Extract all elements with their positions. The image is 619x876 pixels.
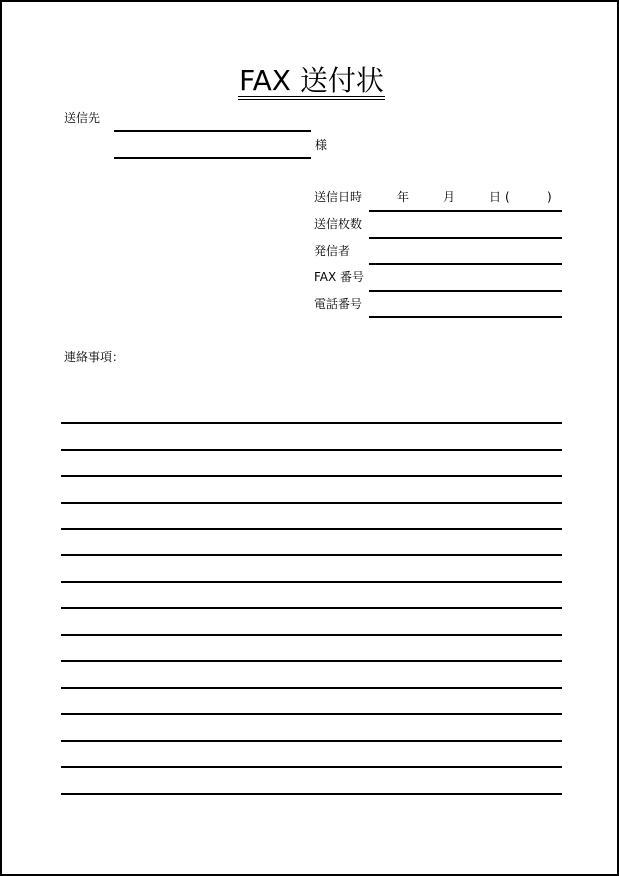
field-fax-number-line[interactable] <box>369 290 562 292</box>
date-month-unit: 月 <box>443 190 456 204</box>
notes-line[interactable] <box>61 713 562 715</box>
field-page-count-line[interactable] <box>369 237 562 239</box>
date-weekday-close-paren: ) <box>547 190 552 204</box>
field-phone-number-label: 電話番号 <box>314 297 363 311</box>
recipient-line-2[interactable] <box>114 157 311 159</box>
notes-line[interactable] <box>61 422 562 424</box>
notes-line[interactable] <box>61 607 562 609</box>
field-phone-number-line[interactable] <box>369 316 562 318</box>
field-send-datetime-line[interactable] <box>369 210 562 212</box>
notes-line[interactable] <box>61 502 562 504</box>
notes-line[interactable] <box>61 793 562 795</box>
date-day-unit: 日 <box>489 190 502 204</box>
notes-line[interactable] <box>61 528 562 530</box>
notes-line[interactable] <box>61 449 562 451</box>
field-fax-number-label: FAX 番号 <box>314 270 365 284</box>
notes-line[interactable] <box>61 660 562 662</box>
title-text: FAX 送付状 <box>238 66 385 100</box>
notes-line[interactable] <box>61 554 562 556</box>
field-page-count-label: 送信枚数 <box>314 217 363 231</box>
recipient-label: 送信先 <box>64 111 101 125</box>
recipient-honorific: 様 <box>315 138 328 152</box>
recipient-line-1[interactable] <box>114 130 311 132</box>
notes-line[interactable] <box>61 766 562 768</box>
notes-line[interactable] <box>61 687 562 689</box>
date-weekday-open-paren: ( <box>505 190 510 204</box>
notes-line[interactable] <box>61 475 562 477</box>
date-year-unit: 年 <box>397 190 410 204</box>
field-sender-line[interactable] <box>369 263 562 265</box>
notes-line[interactable] <box>61 581 562 583</box>
field-sender-label: 発信者 <box>314 244 351 258</box>
page-title <box>2 64 619 100</box>
field-send-datetime-label: 送信日時 <box>314 190 363 204</box>
notes-line[interactable] <box>61 740 562 742</box>
notes-label: 連絡事項： <box>64 350 125 364</box>
notes-line[interactable] <box>61 634 562 636</box>
